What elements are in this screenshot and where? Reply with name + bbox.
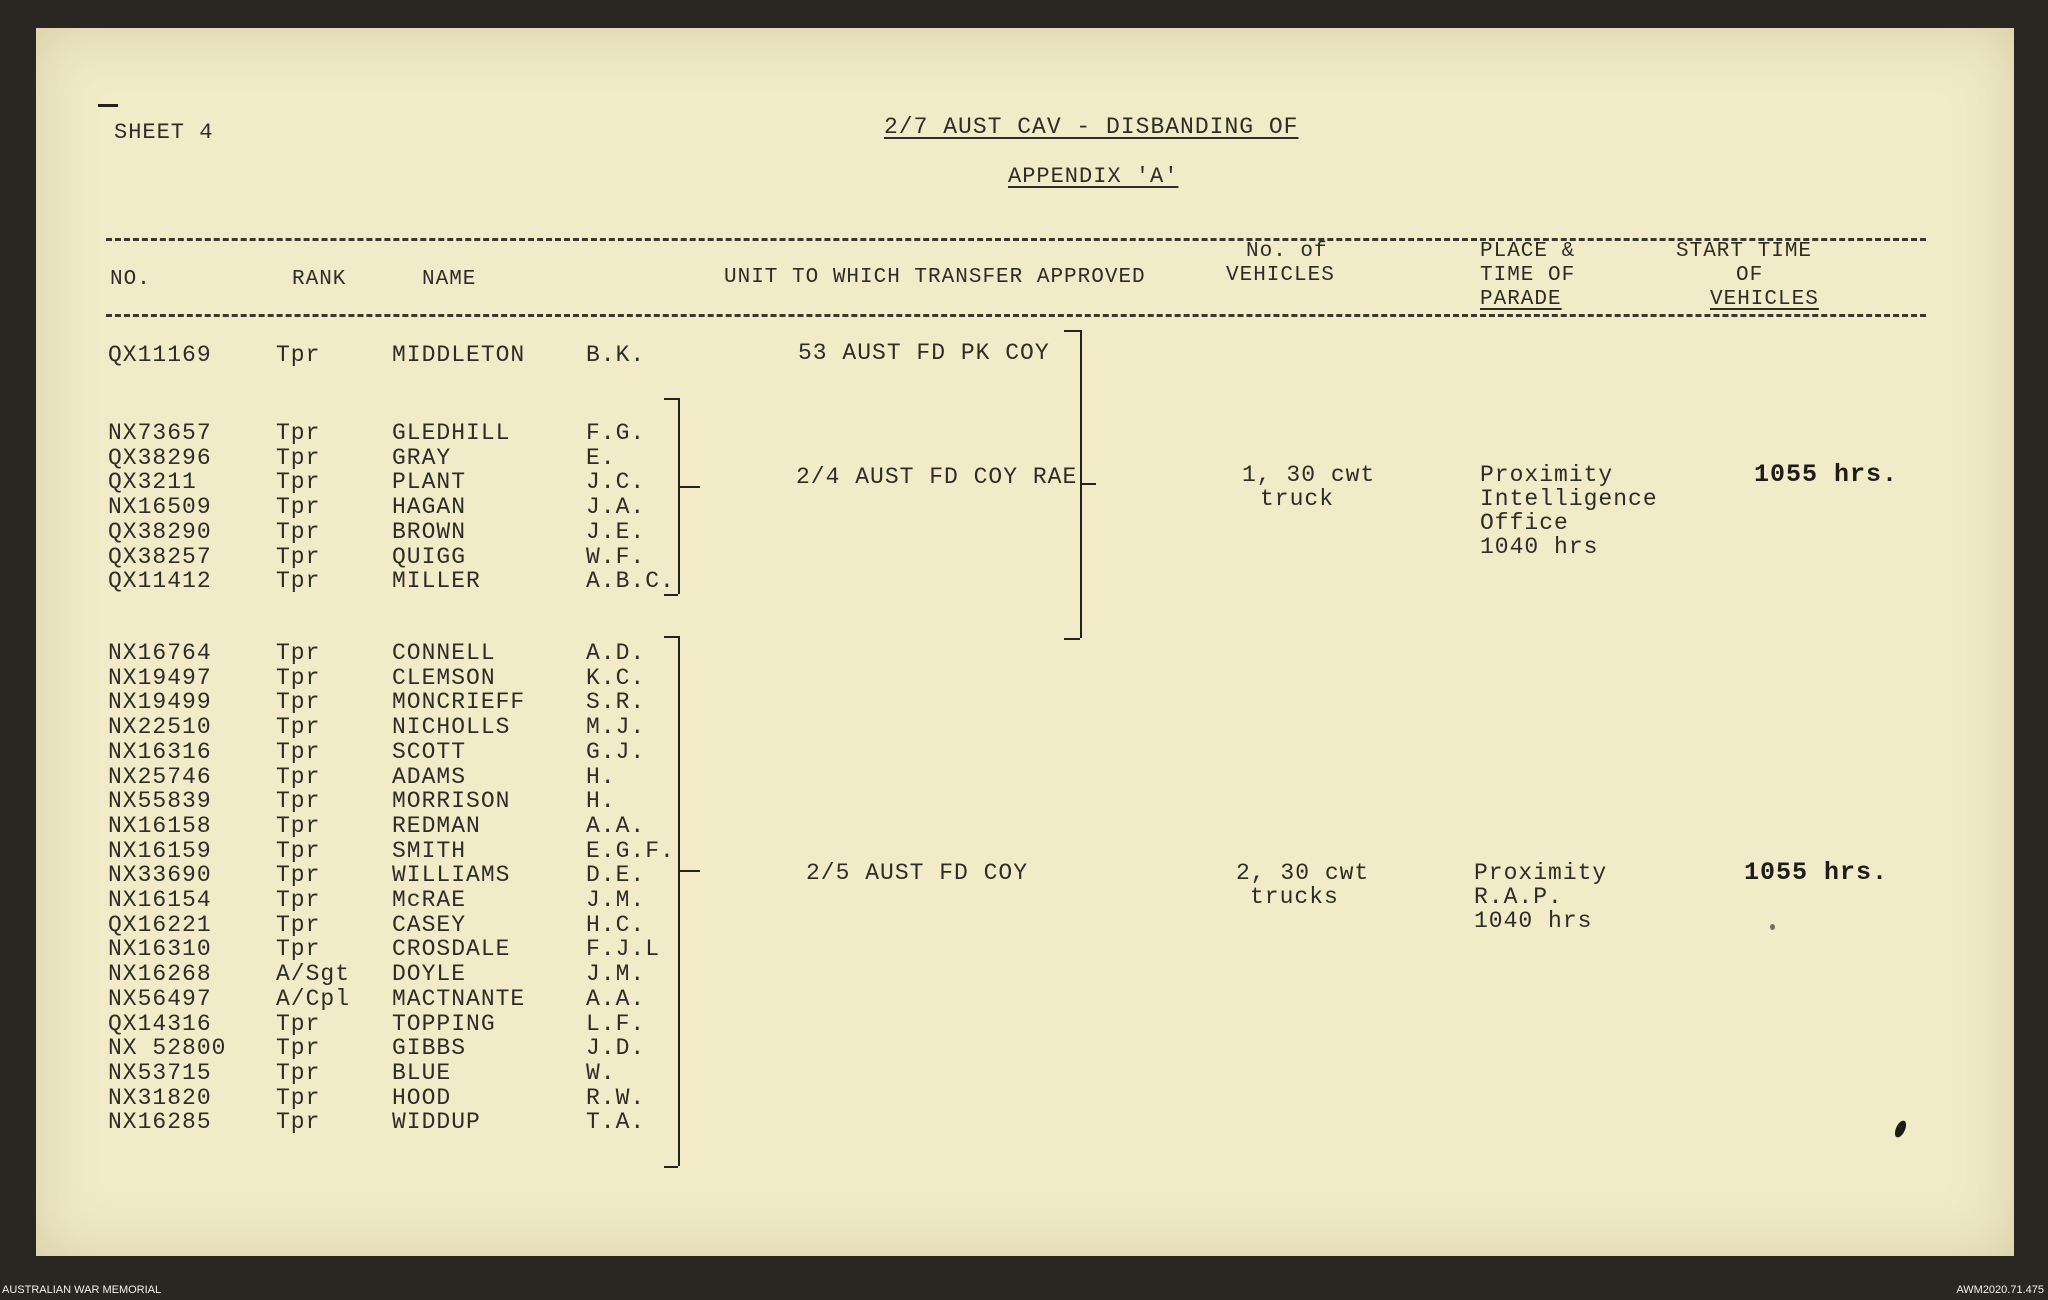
row-service-number: NX 52800	[108, 1035, 227, 1062]
row-initials: A.B.C.	[586, 568, 675, 595]
group2-place-line4: 1040 hrs	[1480, 534, 1599, 560]
row-rank: Tpr	[276, 469, 321, 496]
row-rank: Tpr	[276, 837, 321, 864]
row-surname: ADAMS	[392, 763, 467, 790]
header-vehicles-line2: VEHICLES	[1226, 264, 1335, 287]
row-surname: HAGAN	[392, 494, 467, 521]
header-no: NO.	[110, 268, 151, 291]
group2-bracket-bottom	[664, 594, 678, 596]
group2-place-line1: Proximity	[1480, 462, 1614, 488]
row-surname: GIBBS	[392, 1035, 467, 1062]
row-rank: Tpr	[276, 664, 321, 691]
row-service-number: NX16154	[108, 887, 212, 913]
row-initials: R.W.	[586, 1084, 646, 1111]
row-initials: G.J.	[586, 738, 646, 765]
group2-place-line3: Office	[1480, 510, 1569, 536]
group3-start-time: 1055 hrs.	[1744, 858, 1889, 887]
row-service-number: NX55839	[108, 788, 212, 815]
row-service-number: NX22510	[108, 714, 212, 741]
row-service-number: NX16159	[108, 837, 212, 864]
group3-bracket-tick	[678, 870, 700, 872]
row-service-number: QX16221	[108, 911, 212, 938]
group1-unit: 53 AUST FD PK COY	[798, 340, 1050, 366]
row-service-number: QX3211	[108, 469, 197, 496]
group2-vehicles-line1: 1, 30 cwt	[1242, 462, 1376, 488]
row-surname: CONNELL	[392, 640, 496, 666]
group2-start-time: 1055 hrs.	[1754, 460, 1899, 489]
row-surname: WILLIAMS	[392, 862, 511, 889]
row-service-number: QX11169	[108, 342, 212, 368]
row-service-number: QX38257	[108, 543, 212, 570]
row-rank: Tpr	[276, 812, 321, 839]
row-surname: MACTNANTE	[392, 985, 526, 1012]
row-rank: Tpr	[276, 862, 321, 889]
header-rule-bottom	[106, 314, 1926, 317]
margin-mark	[98, 104, 118, 107]
row-surname: WIDDUP	[392, 1109, 481, 1136]
row-initials: A.A.	[586, 985, 646, 1012]
header-rank: RANK	[292, 268, 347, 291]
row-service-number: NX25746	[108, 763, 212, 790]
document-sheet	[36, 28, 2014, 1256]
row-service-number: NX53715	[108, 1059, 212, 1086]
row-rank: Tpr	[276, 1010, 321, 1037]
row-surname: CROSDALE	[392, 936, 511, 963]
row-initials: D.E.	[586, 862, 646, 889]
row-surname: MILLER	[392, 568, 481, 595]
row-service-number: QX14316	[108, 1010, 212, 1037]
row-surname: PLANT	[392, 469, 467, 496]
header-rule-top	[106, 238, 1926, 241]
row-surname: McRAE	[392, 887, 467, 913]
row-service-number: NX16509	[108, 494, 212, 521]
row-initials: J.M.	[586, 961, 646, 988]
document-subtitle: APPENDIX 'A'	[1008, 164, 1179, 189]
row-rank: Tpr	[276, 1109, 321, 1136]
row-rank: Tpr	[276, 640, 321, 666]
group3-place-line3: 1040 hrs	[1474, 908, 1593, 934]
row-surname: GLEDHILL	[392, 420, 511, 446]
row-service-number: QX11412	[108, 568, 212, 595]
row-surname: CLEMSON	[392, 664, 496, 691]
row-service-number: NX31820	[108, 1084, 212, 1111]
row-initials: K.C.	[586, 664, 646, 691]
row-initials: W.	[586, 1059, 616, 1086]
row-service-number: NX33690	[108, 862, 212, 889]
header-start-line2: OF	[1736, 264, 1764, 287]
unit-bracket-bottom	[1064, 638, 1080, 640]
row-rank: Tpr	[276, 420, 321, 446]
header-place-line2: TIME OF	[1480, 264, 1576, 287]
row-initials: L.F.	[586, 1010, 646, 1037]
row-rank: Tpr	[276, 738, 321, 765]
row-service-number: NX56497	[108, 985, 212, 1012]
row-initials: H.C.	[586, 911, 646, 938]
header-name: NAME	[422, 268, 477, 291]
row-service-number: NX19499	[108, 689, 212, 716]
row-surname: MIDDLETON	[392, 342, 526, 368]
group3-bracket-vertical	[678, 636, 680, 1166]
row-initials: J.E.	[586, 518, 646, 545]
header-start-line3: VEHICLES	[1710, 288, 1819, 311]
row-surname: DOYLE	[392, 961, 467, 988]
unit-bracket-top	[1064, 330, 1080, 332]
ink-speck	[1770, 924, 1775, 930]
row-rank: A/Cpl	[276, 985, 351, 1012]
row-surname: NICHOLLS	[392, 714, 511, 741]
row-initials: W.F.	[586, 543, 646, 570]
row-surname: BLUE	[392, 1059, 452, 1086]
row-service-number: NX19497	[108, 664, 212, 691]
ink-speck	[1893, 1119, 1909, 1139]
row-surname: BROWN	[392, 518, 467, 545]
row-service-number: NX73657	[108, 420, 212, 446]
row-rank: Tpr	[276, 936, 321, 963]
group3-place-line1: Proximity	[1474, 860, 1608, 886]
row-service-number: NX16268	[108, 961, 212, 988]
group3-vehicles-line2: trucks	[1250, 884, 1339, 910]
row-rank: Tpr	[276, 568, 321, 595]
row-rank: Tpr	[276, 788, 321, 815]
row-surname: QUIGG	[392, 543, 467, 570]
row-initials: S.R.	[586, 689, 646, 716]
footer-credit: AUSTRALIAN WAR MEMORIAL	[2, 1284, 162, 1296]
row-initials: H.	[586, 763, 616, 790]
row-initials: M.J.	[586, 714, 646, 741]
row-surname: REDMAN	[392, 812, 481, 839]
row-surname: MONCRIEFF	[392, 689, 526, 716]
footer-reference: AWM2020.71.475	[1956, 1284, 2044, 1296]
row-surname: HOOD	[392, 1084, 452, 1111]
document-title: 2/7 AUST CAV - DISBANDING OF	[884, 114, 1299, 140]
row-initials: E.	[586, 444, 616, 471]
group3-bracket-bottom	[664, 1166, 678, 1168]
row-initials: B.K.	[586, 342, 646, 368]
row-rank: Tpr	[276, 444, 321, 471]
row-service-number: NX16158	[108, 812, 212, 839]
row-rank: Tpr	[276, 543, 321, 570]
header-vehicles-line1: No. of	[1246, 240, 1328, 263]
row-service-number: NX16310	[108, 936, 212, 963]
row-initials: J.M.	[586, 887, 646, 913]
row-rank: Tpr	[276, 689, 321, 716]
row-rank: Tpr	[276, 518, 321, 545]
row-rank: Tpr	[276, 714, 321, 741]
group2-vehicles-line2: truck	[1260, 486, 1335, 512]
row-rank: Tpr	[276, 887, 321, 913]
row-initials: F.J.L	[586, 936, 661, 963]
row-surname: TOPPING	[392, 1010, 496, 1037]
header-place-line3: PARADE	[1480, 288, 1562, 311]
sheet-label: SHEET 4	[114, 120, 214, 145]
row-initials: T.A.	[586, 1109, 646, 1136]
group3-vehicles-line1: 2, 30 cwt	[1236, 860, 1370, 886]
header-unit: UNIT TO WHICH TRANSFER APPROVED	[724, 266, 1146, 289]
row-rank: Tpr	[276, 1084, 321, 1111]
row-surname: SMITH	[392, 837, 467, 864]
row-rank: Tpr	[276, 342, 321, 368]
row-rank: A/Sgt	[276, 961, 351, 988]
row-rank: Tpr	[276, 1059, 321, 1086]
row-surname: CASEY	[392, 911, 467, 938]
row-service-number: QX38290	[108, 518, 212, 545]
unit-bracket-tick	[1080, 483, 1096, 485]
row-service-number: NX16285	[108, 1109, 212, 1136]
group2-bracket-tick	[678, 486, 700, 488]
row-service-number: QX38296	[108, 444, 212, 471]
row-initials: J.A.	[586, 494, 646, 521]
group2-bracket-vertical	[678, 398, 680, 594]
row-initials: F.G.	[586, 420, 646, 446]
row-initials: E.G.F.	[586, 837, 675, 864]
group3-bracket-top	[664, 636, 678, 638]
row-surname: GRAY	[392, 444, 452, 471]
row-initials: J.C.	[586, 469, 646, 496]
row-surname: SCOTT	[392, 738, 467, 765]
row-service-number: NX16764	[108, 640, 212, 666]
row-initials: J.D.	[586, 1035, 646, 1062]
group2-bracket-top	[664, 398, 678, 400]
header-place-line1: PLACE &	[1480, 240, 1576, 263]
row-service-number: NX16316	[108, 738, 212, 765]
row-rank: Tpr	[276, 494, 321, 521]
row-initials: A.A.	[586, 812, 646, 839]
header-start-line1: START TIME	[1676, 240, 1813, 263]
row-rank: Tpr	[276, 911, 321, 938]
group2-place-line2: Intelligence	[1480, 486, 1658, 512]
row-surname: MORRISON	[392, 788, 511, 815]
row-initials: H.	[586, 788, 616, 815]
group3-unit: 2/5 AUST FD COY	[806, 860, 1029, 886]
group2-unit: 2/4 AUST FD COY RAE	[796, 464, 1078, 490]
group3-place-line2: R.A.P.	[1474, 884, 1563, 910]
row-rank: Tpr	[276, 763, 321, 790]
row-rank: Tpr	[276, 1035, 321, 1062]
row-initials: A.D.	[586, 640, 646, 666]
